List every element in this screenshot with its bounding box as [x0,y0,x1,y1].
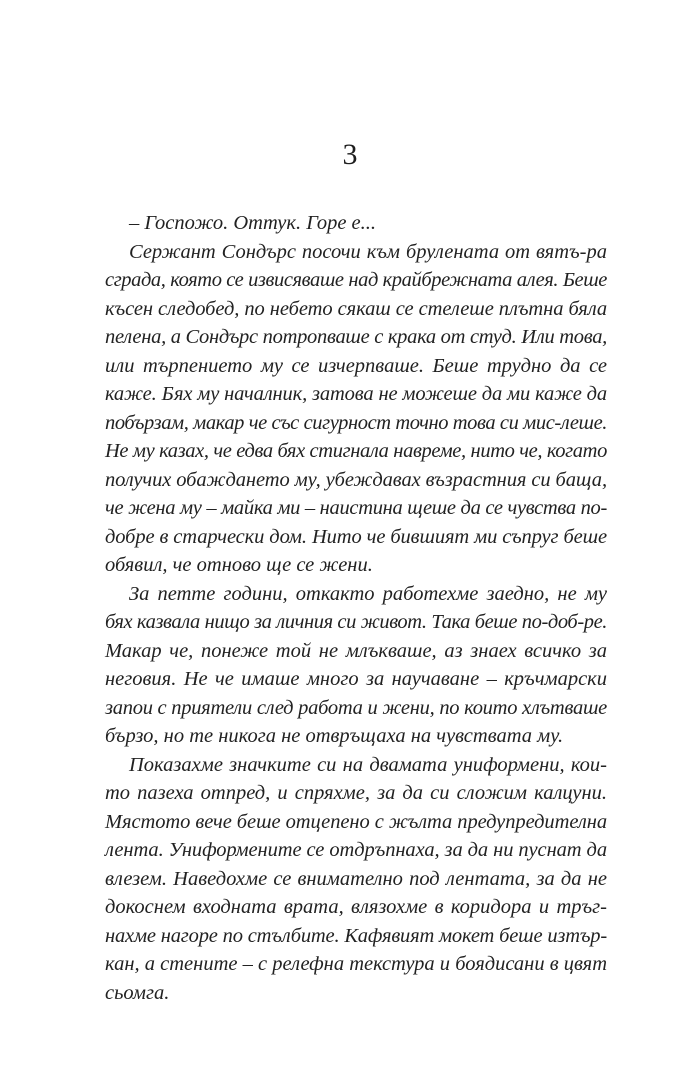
text-line: късен следобед, по небето сякаш се стелеше плътна бяла [105,297,607,320]
text-line: За петте години, откакто работехме заедно, не му [129,582,608,605]
text-line: сграда, която се извисяваше над крайбрежната алея. Беше [105,269,607,291]
text-line: побързам, макар че със сигурност точно това си мис-леше. [105,411,608,434]
paragraph [105,238,607,580]
text-line: Сержант Сондърс посочи към бруленaта от вятъ-ра [129,240,607,263]
text-line: нахме нагоре по стълбите. Кафявият мокет беше изтър- [105,924,608,947]
text-line: – Госпожо. Оттук. Горе е... [129,212,377,234]
text-line: пелена, а Сондърс потропваше с крака от студ. Или това, [105,326,607,348]
text-line: Не му казах, че едва бях стигнала навреме, нито че, когато [105,440,607,462]
text-line: или търпението му се изчерпваше. Беше трудно да се [105,354,608,377]
text-line: неговия. Не че имаше много за научаване – кръчмарски [105,668,608,690]
text-line: бях казвала нищо за личния си живот. Така беше по-доб-ре. [105,611,607,633]
text-line: сьомга. [105,981,170,1004]
paragraph [105,580,607,751]
text-line: запои с приятели след работа и жени, по които хлътваше [105,696,607,719]
text-line: влезем. Наведохме се внимателно под лентата, за да не [105,867,608,890]
text-line: Макар че, понеже той не млъкваше, аз знаех всичко за [105,639,608,662]
chapter-text [105,209,607,1007]
text-line: бързо, но те никога не отвръщаха на чувствата му. [105,725,564,747]
text-line: че жена му – майка ми – наистина щеше да се чувства по- [105,497,607,519]
text-line: получих обаждането му, убеждавах възрастния си баща, [105,468,607,491]
paragraph [105,751,607,1008]
text-line: обявил, че отново ще се жени. [105,554,373,576]
text-line: Показахме значките си на двамата униформени, кои- [129,753,607,776]
text-line: добре в старчески дом. Нито че бившият ми съпруг беше [105,525,608,548]
text-line: то пазеха отпред, и спряхме, за да си сложим калцуни. [105,782,608,804]
text-line: докоснем входната врата, влязохме в коридора и тръг- [105,896,607,918]
paragraph [105,209,607,238]
text-line: Мястото вече беше отцепено с жълта предупредителна [105,810,607,833]
chapter-number: 3 [342,138,358,171]
text-line: лента. Униформените се отдръпнаха, за да ни пуснат да [105,839,607,861]
text-line: каже. Бях му началник, затова не можеше да ми каже да [105,383,608,405]
text-line: кан, а стените – с релефна текстура и боядисани в цвят [105,953,607,975]
